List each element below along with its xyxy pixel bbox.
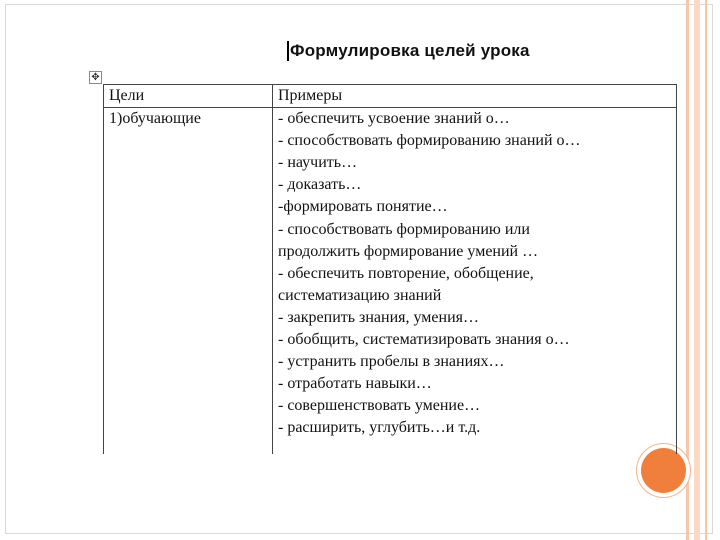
text-cursor (287, 41, 289, 61)
list-item: систематизацию знаний (278, 286, 442, 304)
list-item: - отработать навыки… (278, 375, 432, 393)
list-item: - расширить, углубить…и т.д. (278, 419, 481, 437)
header-examples: Примеры (273, 85, 677, 108)
list-item: - способствовать формированию или (278, 220, 530, 238)
decor-stripe (705, 0, 707, 540)
list-item: - обеспечить повторение, обобщение, (278, 264, 534, 282)
list-item: - закрепить знания, умения… (278, 308, 480, 326)
list-item: - обобщить, систематизировать знания о… (278, 331, 570, 349)
examples-list (278, 108, 676, 439)
list-item: - совершенствовать умение… (278, 397, 481, 415)
examples-cell (273, 108, 677, 454)
list-item: -формировать понятие… (278, 198, 448, 216)
list-item: - способствовать формированию знаний о… (278, 132, 581, 150)
goal-cell: 1)обучающие (104, 108, 273, 454)
table-header-row (104, 85, 677, 108)
decor-stripe (686, 0, 689, 540)
table-row (104, 108, 677, 454)
move-cross-icon[interactable]: ✥ (89, 71, 102, 84)
decor-circle (641, 448, 686, 493)
list-item: - устранить пробелы в знаниях… (278, 353, 505, 371)
page-title: Формулировка целей урока (290, 41, 530, 60)
list-item: - доказать… (278, 176, 362, 194)
header-goals: Цели (104, 85, 273, 108)
list-item: продолжить формирование умений … (278, 242, 539, 260)
list-item: - обеспечить усвоение знаний о… (278, 110, 510, 128)
goals-table (103, 84, 677, 454)
list-item: - научить… (278, 154, 358, 172)
decor-stripe (694, 0, 700, 540)
